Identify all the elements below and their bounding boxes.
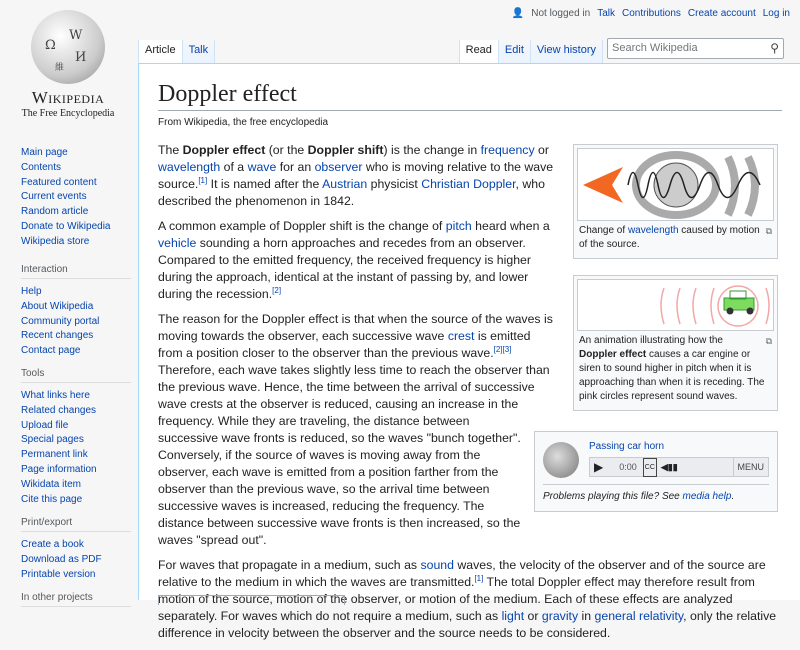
wikipedia-logo[interactable] (18, 10, 118, 122)
sidebar-item (21, 146, 131, 161)
sidebar-item (21, 344, 131, 359)
logo-tagline: The Free Encyclopedia (21, 108, 115, 119)
citation-link[interactable]: [1] (198, 175, 208, 185)
portal-heading: In other projects (21, 592, 131, 607)
text: , who described the phenomenon in 1842. (158, 177, 545, 208)
interaction-list (21, 285, 131, 359)
namespace-tabs (138, 40, 215, 63)
article-link[interactable]: wavelength (158, 160, 221, 174)
text: A common example of Doppler shift is the change of (158, 219, 446, 233)
search-input[interactable] (607, 38, 784, 59)
puzzle-globe-icon: Ω W И 維 (31, 10, 105, 84)
contents-box (158, 595, 345, 605)
text: sounding a horn approaches and recedes from an observer. Compared to the emitted frequency, the received frequency is higher during the approach, identical at the instant of passing by, and lower during the recession. (158, 236, 531, 301)
sidebar-item (21, 315, 131, 330)
portal-heading: Interaction (21, 264, 131, 279)
sidebar-link-random-article[interactable]: Random article (21, 206, 89, 218)
article-link[interactable]: sound (420, 558, 454, 572)
caption-text: Change of (579, 225, 628, 236)
citation-link[interactable]: [2] (272, 285, 282, 295)
text: or (524, 609, 542, 623)
sidebar-item (21, 493, 131, 508)
sidebar-item (21, 220, 131, 235)
wavelength-link[interactable]: wavelength (627, 225, 679, 236)
sidebar-item (21, 463, 131, 478)
sidebar-item (21, 329, 131, 344)
text: is emitted from a position closer to the observer than the previous wave. (158, 329, 531, 360)
figure-wavelength (573, 144, 778, 259)
other-projects-portal (21, 592, 131, 613)
text: For waves that propagate in a medium, such as (158, 558, 421, 572)
citation-link[interactable]: [3] (502, 344, 512, 354)
sidebar-link-cite-this-page[interactable]: Cite this page (21, 493, 83, 505)
sidebar-item (21, 190, 131, 205)
sidebar-item (21, 404, 131, 419)
article-link[interactable]: Christian Doppler (421, 177, 516, 191)
citation-link[interactable]: [1] (474, 573, 484, 583)
sidebar-link-community-portal[interactable]: Community portal (21, 315, 100, 327)
article-link[interactable]: wave (247, 160, 277, 174)
article-link[interactable]: frequency (480, 143, 535, 157)
sidebar-item (21, 553, 131, 568)
create-account-link[interactable]: Create account (687, 8, 756, 19)
sidebar-link-wikipedia-store[interactable]: Wikipedia store (21, 235, 90, 247)
interaction-portal (21, 264, 131, 359)
article-link[interactable]: light (501, 609, 525, 623)
tab-article[interactable]: Article (138, 40, 182, 63)
article-link[interactable]: observer (314, 160, 363, 174)
menu-button[interactable]: MENU (733, 458, 769, 476)
text: for an (276, 160, 315, 174)
article-link[interactable]: general relativity (594, 609, 684, 623)
tab-talk[interactable]: Talk (182, 40, 216, 63)
sidebar-link-recent-changes[interactable]: Recent changes (21, 330, 94, 342)
sidebar-link-printable-version[interactable]: Printable version (21, 568, 96, 580)
figure-car-animation (573, 275, 778, 411)
text: , only the relative difference in velocity between the observer and the source needs to be considered. (158, 609, 777, 640)
portal-heading: Tools (21, 368, 131, 383)
text: (or the (265, 143, 308, 157)
text: Therefore, each wave takes slightly less time to reach the observer than the previous wave. Hence, the time between the arrival of successive wave crests at the observer is reduced, causing an increase in the frequency. While they are traveling, the distance between successive wave fronts is reduced, so the waves "bunch together". Conversely, if the source of waves is moving away from the observer, each wave is emitted from a position farther from the observer than the previous wave, so the arrival time between successive waves is increased, reducing the frequency. The distance between successive wave fronts is then increased, so the waves "spread out". (158, 363, 550, 547)
sidebar-item (21, 205, 131, 220)
talk-link[interactable]: Talk (597, 8, 615, 19)
text: physicist (367, 177, 422, 191)
article-link[interactable]: gravity (541, 609, 579, 623)
user-icon: 👤 (511, 8, 525, 19)
sidebar-link-permanent-link[interactable]: Permanent link (21, 449, 88, 461)
sidebar-link-what-links-here[interactable]: What links here (21, 390, 90, 401)
help-text: Problems playing this file? See (543, 491, 683, 502)
contributions-link[interactable]: Contributions (622, 8, 681, 19)
print-list (21, 538, 131, 582)
arrow-shape (583, 167, 623, 203)
personal-tools (512, 8, 790, 19)
sidebar-link-donate-to-wikipedia[interactable]: Donate to Wikipedia (21, 220, 111, 232)
navigation-portal (21, 146, 131, 250)
text: or (534, 143, 549, 157)
article-link[interactable]: Austrian (322, 177, 368, 191)
help-text: . (731, 491, 735, 502)
cc-button[interactable]: CC (643, 458, 657, 477)
sidebar (0, 0, 138, 603)
wordmark: Wikipedia (31, 88, 105, 107)
text: The (158, 143, 183, 157)
page-title: Doppler effect (158, 81, 782, 111)
audio-box (534, 431, 778, 512)
sidebar-item (21, 285, 131, 300)
sidebar-item (21, 161, 131, 176)
car-animation-image[interactable] (577, 279, 774, 331)
sidebar-item (21, 176, 131, 191)
caption-text: caused by motion of the source. (579, 225, 760, 250)
content (138, 63, 800, 640)
sidebar-item (21, 538, 131, 553)
text: The total Doppler effect may therefore result from motion of the source, motion of the observer, or motion of the medium. Each of these effects are analyzed separately. For waves which do not require a medium, such as (158, 575, 755, 623)
text: in (578, 609, 595, 623)
sidebar-link-special-pages[interactable]: Special pages (21, 434, 84, 446)
text: The reason for the Doppler effect is that when the source of the waves is moving towards the observer, each successive wave (158, 312, 553, 343)
sidebar-link-main-page[interactable]: Main page (21, 147, 68, 158)
media-help-link[interactable]: media help (682, 491, 732, 502)
article-link[interactable]: crest (447, 329, 475, 343)
article-link[interactable]: pitch (445, 219, 472, 233)
tab-read[interactable]: Read (459, 40, 498, 63)
bold-term: Doppler shift (307, 143, 384, 157)
view-tabs (459, 40, 603, 63)
sidebar-item (21, 478, 131, 493)
audio-help (543, 484, 769, 505)
search-placeholder: Search Wikipedia (612, 42, 698, 54)
audio-player (589, 457, 769, 477)
sidebar-item (21, 433, 131, 448)
volume-icon[interactable]: ◀▮▮ (660, 461, 678, 472)
tools-list (21, 389, 131, 507)
figure-caption (577, 331, 774, 407)
sidebar-link-contents[interactable]: Contents (21, 161, 62, 173)
login-link[interactable]: Log in (762, 8, 790, 19)
sidebar-link-related-changes[interactable]: Related changes (21, 404, 97, 416)
text: heard when a (471, 219, 550, 233)
sidebar-item (21, 448, 131, 463)
sidebar-link-upload-file[interactable]: Upload file (21, 419, 69, 431)
sidebar-item (21, 235, 131, 250)
tools-portal (21, 368, 131, 507)
enlarge-icon[interactable]: ⧉ (765, 226, 772, 236)
caption-text: An animation illustrating how the (579, 335, 723, 346)
sidebar-item (21, 568, 131, 583)
portal-heading: Print/export (21, 517, 131, 532)
sidebar-link-page-information[interactable]: Page information (21, 463, 97, 475)
tab-view-history[interactable]: View history (530, 40, 603, 63)
sidebar-link-contact-page[interactable]: Contact page (21, 345, 81, 357)
bold-term: Doppler effect (182, 143, 266, 157)
sidebar-item (21, 389, 131, 404)
sidebar-link-download-as-pdf[interactable]: Download as PDF (21, 553, 102, 565)
article-body (158, 142, 778, 650)
sidebar-link-wikidata-item[interactable]: Wikidata item (21, 478, 82, 490)
audio-title-link[interactable]: Passing car horn (589, 441, 665, 452)
not-logged-in: Not logged in (531, 8, 591, 19)
sidebar-link-create-a-book[interactable]: Create a book (21, 539, 84, 550)
caption-text: causes a car engine or siren to sound higher in pitch when it is approaching than when it is receding. The pink circles represent sound waves. (579, 349, 765, 402)
enlarge-icon[interactable]: ⧉ (765, 336, 772, 346)
text: of a (220, 160, 248, 174)
text: waves, the velocity of the observer and of the source are relative to the medium in which the waves are transmitted. (158, 558, 766, 589)
nav-list (21, 146, 131, 250)
site-subtitle: From Wikipedia, the free encyclopedia (158, 117, 329, 128)
sidebar-link-help[interactable]: Help (21, 286, 42, 297)
search-icon[interactable]: ⚲ (770, 41, 779, 55)
play-icon[interactable]: ▶ (594, 459, 604, 474)
sidebar-link-featured-content[interactable]: Featured content (21, 176, 97, 188)
sidebar-item (21, 419, 131, 434)
doppler-wave-image[interactable] (577, 148, 774, 221)
text: ) is the change in (383, 143, 481, 157)
article-link[interactable]: vehicle (158, 236, 197, 250)
caption-bold: Doppler effect (579, 349, 647, 360)
citation-link[interactable]: [2] (493, 344, 503, 354)
tab-edit[interactable]: Edit (498, 40, 530, 63)
figure-caption (577, 221, 774, 255)
print-portal (21, 517, 131, 582)
sidebar-item (21, 300, 131, 315)
speaker-icon (543, 442, 579, 478)
sidebar-link-current-events[interactable]: Current events (21, 191, 87, 203)
sidebar-link-about-wikipedia[interactable]: About Wikipedia (21, 300, 94, 312)
text: It is named after the (207, 177, 323, 191)
audio-time: 0:00 (619, 461, 637, 472)
text: who is moving relative to the wave source. (158, 160, 554, 191)
